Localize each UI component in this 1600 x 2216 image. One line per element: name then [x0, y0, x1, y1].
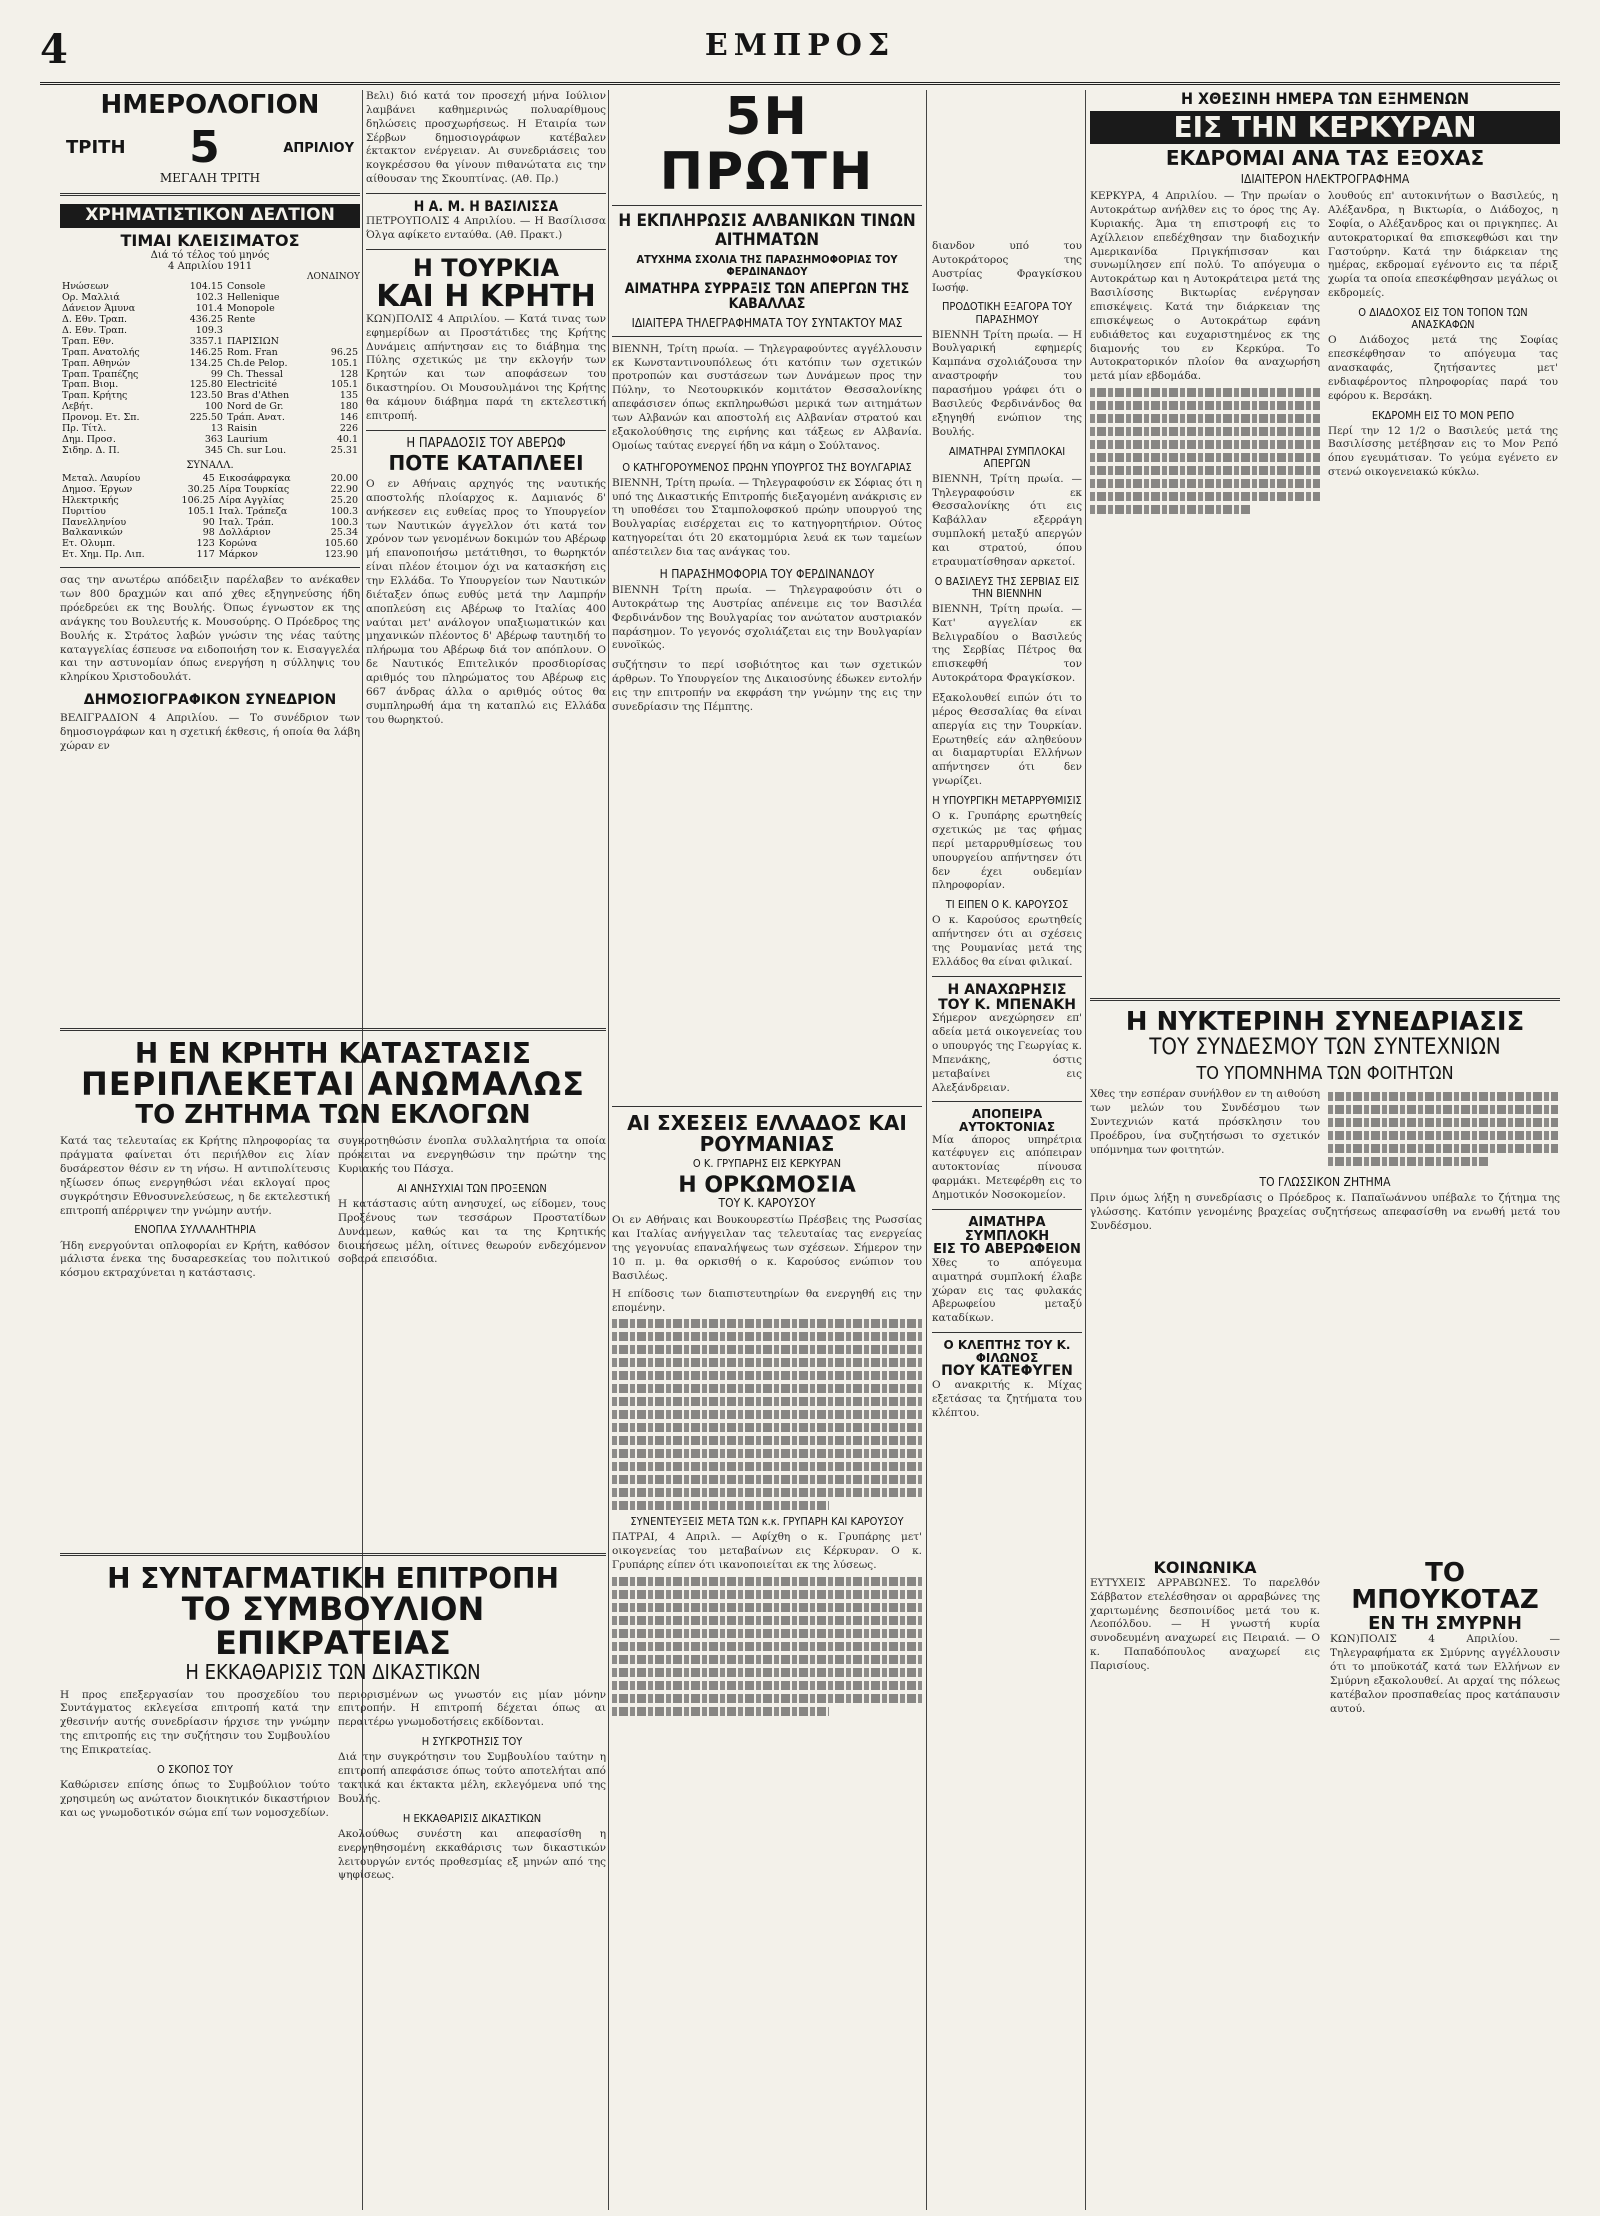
rate-label: Laurium: [226, 434, 268, 446]
rate-value: 13: [210, 423, 223, 435]
aim-heading: Ο ΣΚΟΠΟΣ ΤΟΥ: [157, 1762, 233, 1776]
sub-headline: ΙΔΙΑΙΤΕΡΑ ΤΗΛΕΓΡΑΦΗΜΑΤΑ ΤΟΥ ΣΥΝΤΑΚΤΟΥ ΜΑΣ: [631, 315, 903, 330]
constitution-sub: Η ΕΚΚΑΘΑΡΙΣΙΣ ΤΩΝ ΔΙΚΑΣΤΙΚΩΝ: [185, 1659, 481, 1684]
rate-value: [317, 315, 360, 326]
night-session-sub-2: ΤΟ ΥΠΟΜΝΗΜΑ ΤΩΝ ΦΟΙΤΗΤΩΝ: [1196, 1063, 1454, 1085]
turkey-heading: Η ΤΟΥΡΚΙΑ: [412, 254, 560, 283]
rate-value: 123.90: [324, 549, 358, 561]
column-1: [60, 90, 360, 1020]
rate-label: Μεταλ. Λαυρίου: [62, 472, 141, 484]
rate-label: Δημ. Προσ.: [62, 434, 116, 446]
rate-value: 180: [339, 401, 358, 413]
strikers-body: ΒΙΕΝΝΗ, Τρίτη πρωία. — Τηλεγραφούσιν εκ Θεσσαλονίκης ότι εις Καβάλλαν εξερράγη συμπλοκή μεταξύ απεργών και στρατού, όπου ετραυματίσθησαν αρκετοί.: [932, 472, 1082, 568]
masthead: ΕΜΠΡΟΣ: [704, 28, 896, 63]
rate-value: 225.50: [189, 412, 223, 424]
rate-value: 134.25: [189, 357, 223, 369]
rate-value: 125.80: [189, 379, 223, 391]
closing-prices-date: 4 Απριλίου 1911: [167, 261, 253, 273]
rate-label: Λίρα Αγγλίας: [218, 494, 285, 506]
column-3: [612, 90, 922, 1040]
successor-body: Ο Διάδοχος μετά της Σοφίας επεσκέφθησαν το απόγευμα τας ανασκαφάς, ζητήσαντες μετ' ενδιαφέροντος πληροφορίας παρά του εφόρου κ. Βερσάκη.: [1328, 334, 1558, 402]
constitution-kicker: Η ΣΥΝΤΑΓΜΑΤΙΚΗ ΕΠΙΤΡΟΠΗ: [107, 1562, 559, 1595]
reform-body: Ο κ. Γρυπάρης ερωτηθείς σχετικώς με τας φήμας περί μεταρρυθμίσεως του υπουργείου απήντησεν ότι δεν έχει ουδεμίαν πληροφορίαν.: [932, 810, 1082, 892]
relations-section: [612, 1100, 922, 2120]
ferdinand-body: ΒΙΕΝΝΗ Τρίτη πρωία. — Τηλεγραφούσιν ότι ο Αυτοκράτωρ της Αυστρίας απένειμε εις τον Βασιλέα Φερδινάνδον της Βουλγαρίας τον ανώτατον αυστριακόν παράσημον. Το γεγονός σχολιάζεται εις την Βουλγαρίαν ευνοϊκώς.: [612, 584, 922, 652]
journalist-congress-body: ΒΕΛΙΓΡΑΔΙΟΝ 4 Απριλίου. — Το συνέδριον των δημοσιογράφων και η σχετική έκθεσις, ή οποία θα λάβη χώραν εν: [60, 711, 360, 752]
rate-value: 96.25: [330, 346, 358, 358]
rate-value: 45: [202, 472, 215, 484]
rate-label: Δολλάριον: [218, 527, 271, 539]
article-body: Εξακολουθεί ειπών ότι το μέρος Θεσσαλίας θα είναι απεργία εις την Τουρκίαν. Ερωτηθείς εάν αληθεύουν αι διαμαρτυρίαι Ελλήνων απήντησεν ότι δεν γνωρίζει.: [932, 692, 1082, 788]
article-body: διανδον υπό του Αυτοκράτορος της Αυστρίας Φραγκίσκου Ιωσήφ.: [932, 240, 1082, 294]
rate-value: 98: [202, 527, 215, 539]
rate-value: 25.31: [330, 444, 358, 456]
rate-label: Μάρκον: [218, 549, 258, 561]
corfu-body-extra: [1090, 388, 1320, 514]
rate-label: Τραπ. Ανατολής: [62, 346, 140, 358]
bulletin-heading: ΧΡΗΜΑΤΙΣΤΙΚΟΝ ΔΕΛΤΙΟΝ: [60, 204, 360, 228]
rate-row: [60, 348, 360, 359]
rate-label: Εικοσάφραγκα: [218, 472, 291, 484]
rate-label: Ορ. Μαλλιά: [62, 292, 120, 304]
karousos-said-body: Ο κ. Καρούσος ερωτηθείς απήντησεν ότι αι σχέσεις της Ρουμανίας μετά της Ελλάδος θα είναι φιλικαί.: [932, 914, 1082, 968]
crete-body-2: συγκροτηθώσιν ένοπλα συλλαλητήρια τα οποία πρόκειται να ενεργηθώσιν την πρώτην της Κυριακής του Πάσχα.: [338, 1135, 606, 1175]
crete-armed-body: Ήδη ενεργούνται οπλοφορίαι εν Κρήτη, καθόσον μάλιστα ένεκα της δυσαρεσκείας του πολιτικού κόσμου εκτραχύνεται η κατάστασις.: [60, 1239, 330, 1280]
successor-heading: Ο ΔΙΑΔΟΧΟΣ ΕΙΣ ΤΟΝ ΤΟΠΟΝ ΤΩΝ ΑΝΑΣΚΑΦΩΝ: [1358, 306, 1528, 332]
rate-label: Τραπ. Βιομ.: [62, 379, 119, 391]
rate-label: Πυριτίου: [62, 505, 106, 517]
ferdinand-heading: Η ΠΑΡΑΣΗΜΟΦΟΡΙΑ ΤΟΥ ΦΕΡΔΙΝΑΝΔΟΥ: [659, 566, 875, 581]
rate-label: Monopole: [226, 302, 275, 314]
rate-value: 146.25: [189, 346, 223, 358]
journalist-congress-heading: ΔΗΜΟΣΙΟΓΡΑΦΙΚΟΝ ΣΥΝΕΔΡΙΟΝ: [83, 692, 337, 709]
rate-value: 105.1: [187, 505, 215, 517]
rate-label: Rente: [226, 313, 256, 325]
article-body: ΒΙΕΝΝΗ, Τρίτη πρωία. — Τηλεγραφούντες αγγέλλουσιν εκ Κωνσταντινουπόλεως ότι κατόπιν των σχετικών προτροπών και συστάσεων των Δυνάμεων προς την Πύλην, το Νεοτουρκικόν κομιτάτον Θεσσαλονίκης απεφάσισεν όπως εκπληρωθώσι μερικά των αιτημάτων των Αλβανών και αποστολή εις Αλβανίαν στρατού και εξακολούθησις της ειρήνης και τάξεως εν Αλβανία. Ομοίως ταύτας ενεργεί ήδη να κάμη ο Σούλτανος.: [612, 342, 922, 452]
night-session: [1090, 990, 1560, 1550]
rate-label: Λεβήτ.: [62, 401, 94, 413]
rate-label: Ιταλ. Τράπ.: [218, 516, 274, 528]
rate-value: 105.1: [330, 379, 358, 391]
rate-label: Βαλκανικών: [62, 527, 123, 539]
column-4b: [932, 240, 1082, 2110]
rate-value: 40.1: [336, 434, 358, 446]
judiciary-heading: Η ΕΚΚΑΘΑΡΙΣΙΣ ΔΙΚΑΣΤΙΚΩΝ: [402, 1811, 542, 1825]
rate-value: 102.3: [195, 292, 223, 304]
prison-clash-sub: ΕΙΣ ΤΟ ΑΒΕΡΩΦΕΙΟΝ: [933, 1242, 1081, 1258]
rate-value: 99: [210, 368, 223, 380]
rate-value: 90: [202, 516, 215, 528]
crete-worry-body: Η κατάστασις αύτη ανησυχεί, ως είδομεν, τους Προξένους των τεσσάρων Προστατίδων Δυνάμεων, καθώς και τα της Κρητικής διοικήσεως μέλη, οίτινες θεωρούν ενδεχόμενον σοβαρά επεισόδια.: [338, 1197, 606, 1266]
language-heading: ΤΟ ΓΛΩΣΣΙΚΟΝ ΖΗΤΗΜΑ: [1259, 1175, 1391, 1190]
constitution-section: [60, 1545, 606, 2125]
rate-value: 117: [196, 549, 215, 561]
relations-body: Η επίδοσις των διαπιστευτηρίων θα ενεργηθή εις την επομένην.: [612, 1287, 922, 1314]
crete-sub: ΤΟ ΖΗΤΗΜΑ ΤΩΝ ΕΚΛΟΓΩΝ: [135, 1099, 531, 1130]
calendar-heading: ΗΜΕΡΟΛΟΓΙΟΝ: [100, 90, 320, 120]
rate-row: [60, 507, 360, 518]
rates-table: [60, 282, 360, 457]
calendar-subday: ΜΕΓΑΛΗ ΤΡΙΤΗ: [159, 171, 261, 186]
calendar-month: ΑΠΡΙΛΙΟΥ: [283, 140, 354, 156]
crete-armed-heading: ΕΝΟΠΛΑ ΣΥΛΛΑΛΗΤΗΡΙΑ: [134, 1223, 256, 1237]
london-label: ΛΟΝΔΙΝΟΥ: [306, 272, 360, 283]
corfu-body: ΚΕΡΚΥΡΑ, 4 Απριλίου. — Την πρωίαν ο Αυτοκράτωρ ανήλθεν εις το όρος της Αγ. Κυριακής. Άμα τη επιστροφή εις το Αχίλλειον επεδέχθησαν την διαδοχικήν Αμερικανίδα Πριγκήπισσαν και συνωμίλησεν επί πολύ. Το απόγευμα ο Αυτοκράτωρ και η Αυτοκράτειρα μετά της Βασιλίσσης Βικτωρίας ενέργησαν επισκέψεις. Κατά την διάρκειαν της επισκέψεως ο Αυτοκράτωρ εφάνη ευδιάθετος και ευχαριστημένος εκ της διαμονής του εν Κερκύρα. Το Αυτοκρατορικόν πλοίον θα αναχωρήση μετά μίαν εβδομάδα.: [1090, 190, 1320, 383]
rate-label: Τραπ. Εθν.: [62, 335, 115, 347]
rate-label: Προνομ. Ετ. Σπ.: [62, 412, 140, 424]
rate-label: Δάνειον Άμυνα: [62, 302, 136, 314]
exchange-label: ΣΥΝΑΛΛ.: [186, 459, 234, 471]
rate-label: Ch. sur Lou.: [226, 444, 287, 456]
rate-value: 101.4: [195, 302, 223, 314]
column-2: [366, 90, 606, 1020]
rate-value: [317, 304, 360, 315]
calendar-date-number: 5: [189, 122, 220, 174]
rate-value: [317, 293, 360, 304]
corfu-body-right: λουθούς επ' αυτοκινήτων ο Βασιλεύς, η Αλέξανδρα, η Βικτωρία, ο Διάδοχος, η Σοφία, ο Αλέξανδρος και οι πριγκηπες. Αι αυτοκρατορικαί θα επισκεφθώσι και την Γαστούρην. Κατά την διάρκειαν της ημέρας, εκδρομαί εγένοντο εις τα πέριξ χωρία τα οποία επεσκέφθησαν μεγάλως οι εκδρομείς.: [1328, 190, 1558, 300]
turkey-body: ΚΩΝ)ΠΟΛΙΣ 4 Απριλίου. — Κατά τινας των εφημερίδων αι Προστάτιδες της Κρήτης Δυνάμεις απήντησαν εις το διάβημα της Πύλης σχετικώς με την εκλογήν των Κρητών και των αποφάσεων του δικαστηρίου. Οι Μουσουλμάνοι της Κρήτης θα κάμουν διάβημα παρά τη εκτελεστική επιτροπή.: [366, 312, 606, 422]
crete-body: Κατά τας τελευταίας εκ Κρήτης πληροφορίας τα πράγματα φαίνεται ότι περιήλθον εις λίαν δυσάρεστον θέσιν εν τη νήσω. Η αντιπολίτευσις ηξίωσεν όπως ενεργηθώσι νέαι εκλογαί προς συγκρότησιν Εθνοσυνελεύσεως, η δε εκτελεστική επιτροπή απέρριψεν την γνώμην αυτήν.: [60, 1135, 330, 1217]
rate-value: 345: [204, 444, 223, 456]
queen-body: ΠΕΤΡΟΥΠΟΛΙΣ 4 Απριλίου. — Η Βασίλισσα Όλγα αφίκετο ενταύθα. (Αθ. Πρακτ.): [366, 215, 606, 242]
language-body: Πριν όμως λήξη η συνεδρίασις ο Πρόεδρος κ. Παπαϊωάννου υπέβαλε το ζήτημα της γλώσσης. Κατόπιν γενομένης βραχείας συζητήσεως απεφασίσθη να ενωθή μετά του Συνδέσμου.: [1090, 1192, 1560, 1233]
turkey-heading-2: ΚΑΙ Η ΚΡΗΤΗ: [376, 279, 596, 315]
thief-body: Ο ανακριτής κ. Μίχας εξετάσας τα ζητήματα του κλέπτου.: [932, 1378, 1082, 1419]
rate-value: [317, 282, 360, 293]
rate-label: Κορώνα: [218, 538, 258, 550]
queen-heading: Η Α. Μ. Η ΒΑΣΙΛΙΣΣΑ: [413, 199, 559, 216]
oath-sub: ΤΟΥ Κ. ΚΑΡΟΥΣΟΥ: [718, 1196, 816, 1211]
rate-label: Τράπ. Ανατ.: [226, 412, 285, 424]
night-session-heading: Η ΝΥΚΤΕΡΙΝΗ ΣΥΝΕΔΡΙΑΣΙΣ: [1125, 1007, 1525, 1037]
interviews-heading: ΣΥΝΕΝΤΕΥΞΕΙΣ ΜΕΤΑ ΤΩΝ κ.κ. ΓΡΥΠΑΡΗ ΚΑΙ ΚΑΡΟΥΣΟΥ: [630, 1515, 904, 1529]
judiciary-body: Ακολούθως συνέστη και απεφασίσθη η ενεργηθησομένη εκκαθάρισις των δικαστικών λειτουργών εντός προθεσμίας εξ μηνών από της ψηφίσεως.: [338, 1827, 606, 1882]
article-body: συζήτησιν το περί ισοβιότητος και των σχετικών άρθρων. Το Υπουργείον της Δικαιοσύνης έδωκεν εντολήν εις την επιτροπήν να εκφράση την γνώμην της εις την συνεδρίασιν της Πέμπτης.: [612, 659, 922, 713]
rate-label: Τραπ. Κρήτης: [62, 390, 128, 402]
benaki-body: Σήμερον ανεχώρησεν επ' αδεία μετά οικογενείας του ο υπουργός της Γεωργίας κ. Μπενάκης, όστις μεταβαίνει εις Αλεξάνδρειαν.: [932, 1012, 1082, 1094]
rate-value: 104.15: [189, 281, 223, 293]
rate-value: 109.3: [195, 324, 223, 336]
serbia-heading: Ο ΒΑΣΙΛΕΥΣ ΤΗΣ ΣΕΡΒΙΑΣ ΕΙΣ ΤΗΝ ΒΙΕΝΝΗΝ: [934, 574, 1080, 600]
rate-label: Πανελληνίου: [62, 516, 127, 528]
column-5: [1090, 90, 1560, 910]
serbia-body: ΒΙΕΝΝΗ, Τρίτη πρωία. — Κατ' αγγελίαν εκ Βελιγραδίου ο Βασιλεύς της Σερβίας Πέτρος θα επισκεφθή τον Αυτοκράτορα Φραγκίσκον.: [932, 602, 1082, 685]
averof-kicker: Η ΠΑΡΑΔΟΣΙΣ ΤΟΥ ΑΒΕΡΩΦ: [406, 435, 566, 451]
article-body: Βελι) διό κατά τον προσεχή μήνα Ιούλιον λαμβάνει καθημερινώς πολυαρίθμους δηλώσεις προσχωρήσεως. Η Εταιρία των Σέρβων δημοσιογράφων κατέβαλεν έκτακτον ενέργειαν. Αι συνεδριάσεις του κογκρέσσου θα γίνουν πιθανώτατα εις την αίθουσαν της Σκουπτίνας. (Αθ. Πρ.): [366, 90, 606, 186]
rate-value: 30.25: [187, 483, 215, 495]
corfu-heading: ΕΙΣ ΤΗΝ ΚΕΡΚΥΡΑΝ: [1090, 111, 1560, 144]
rate-label: Πρ. Τίτλ.: [62, 423, 107, 435]
social-section: [1090, 1560, 1320, 2120]
rate-value: [317, 326, 360, 337]
bulgar-body: ΒΙΕΝΝΗ, Τρίτη πρωία. — Τηλεγραφούσιν εκ Σόφιας ότι η υπό της Δικαστικής Επιτροπής διεξαγομένη ανάκρισις εν τη υποθέσει του Σταμπολοφσκού πρώην υπουργού της Βουλγαρίας εισέρχεται εις το κατηγορητήριον. Ούτος κατηγορείται ότι 20 εκατομμύρια λευά εκ των ταμείων απέστειλεν δια τας ανάγκας του.: [612, 476, 922, 558]
rate-value: 128: [339, 368, 358, 380]
oath-body: Οι εν Αθήναις και Βουκουρεστίω Πρέσβεις της Ρωσσίας και Ιταλίας ανήγγειλαν τας τελευταίας τας ενεργείας της γεγονυίας επαναλήψεως των σχέσεων. Σήμερον την 10 π. μ. θα ορκισθή ο κ. Καρούσος ενώπιον του Βασιλέως.: [612, 1214, 922, 1282]
night-session-sub: ΤΟΥ ΣΥΝΔΕΣΜΟΥ ΤΩΝ ΣΥΝΤΕΧΝΙΩΝ: [1149, 1035, 1501, 1061]
rate-label: Ετ. Ολυμπ.: [62, 538, 116, 550]
rate-value: 25.34: [330, 527, 358, 539]
calendar-date: [66, 122, 354, 174]
crete-section: [60, 1020, 606, 1540]
calendar-day: ΤΡΙΤΗ: [66, 136, 126, 158]
rate-label: Δημοσ. Έργων: [62, 483, 133, 495]
interviews-body: ΠΑΤΡΑΙ, 4 Απριλ. — Αφίχθη ο κ. Γρυπάρης μετ' οικογενείας του μεταβαίνων εις Κέρκυραν. Ο κ. Γρυπάρης είπεν ότι ικανοποιείται εκ της λύσεως.: [612, 1531, 922, 1572]
rate-value: 226: [339, 423, 358, 435]
mon-repos-body: Περί την 12 1/2 ο Βασιλεύς μετά της Βασιλίσσης μετέβησαν εις το Μον Ρεπό όπου εγευμάτισαν. Το γεύμα εγένετο εν στενώ οικογενειακώ κύκλω.: [1328, 424, 1558, 479]
rate-label: Λίρα Τουρκίας: [218, 483, 290, 495]
rate-value: 20.00: [330, 472, 358, 484]
rate-label: Ch. Thessal: [226, 368, 283, 380]
rate-label: Ηνώσεων: [62, 281, 109, 293]
rate-label: Bras d'Athen: [226, 390, 290, 402]
rate-label: Ιταλ. Τράπεζα: [218, 505, 288, 517]
rate-label: Σιδηρ. Δ. Π.: [62, 444, 120, 456]
rate-value: 363: [204, 434, 223, 446]
constitution-body-2: περιορισμένων ως γνωστόν εις μίαν μόνην επιτροπήν. Η επιτροπή δέχεται όπως αι περαιτέρω γνωμοδοτήσεις εκδίδονται.: [338, 1688, 606, 1729]
crete-worry-heading: ΑΙ ΑΝΗΣΥΧΙΑΙ ΤΩΝ ΠΡΟΞΕΝΩΝ: [397, 1181, 547, 1195]
page-number: 4: [40, 26, 68, 73]
rate-row: [60, 446, 360, 457]
rate-row: [60, 550, 360, 561]
bulgar-heading: Ο ΚΑΤΗΓΟΡΟΥΜΕΝΟΣ ΠΡΩΗΝ ΥΠΟΥΡΓΟΣ ΤΗΣ ΒΟΥΛΓΑΡΙΑΣ: [622, 460, 912, 474]
rate-value: 100.3: [330, 505, 358, 517]
main-headline: 5Η ΠΡΩΤΗ: [659, 90, 875, 202]
rate-label: Raisin: [226, 423, 258, 435]
rate-value: 146: [339, 412, 358, 424]
rate-row: [60, 496, 360, 507]
rate-value: 135: [339, 390, 358, 402]
constitution-heading: ΤΟ ΣΥΜΒΟΥΛΙΟΝ ΕΠΙΚΡΑΤΕΙΑΣ: [181, 1590, 485, 1662]
reform-heading: Η ΥΠΟΥΡΓΙΚΗ ΜΕΤΑΡΡΥΘΜΙΣΙΣ: [932, 794, 1082, 808]
column-rule: [608, 90, 609, 2210]
rate-row: [60, 359, 360, 370]
rate-value: 106.25: [181, 494, 215, 506]
treason-heading: ΠΡΟΔΟΤΙΚΗ ΕΞΑΓΟΡΑ ΤΟΥ ΠΑΡΑΣΗΜΟΥ: [941, 300, 1073, 326]
rate-label: Ch.de Pelop.: [226, 357, 288, 369]
rate-value: 25.20: [330, 494, 358, 506]
averof-heading: ΠΟΤΕ ΚΑΤΑΠΛΕΕΙ: [388, 450, 584, 475]
rate-label: Ετ. Χημ. Πρ. Λιπ.: [62, 549, 145, 561]
rate-label: Electricité: [226, 379, 278, 391]
rate-value: 123: [196, 538, 215, 550]
rate-label: Δ. Εθν. Τραπ.: [62, 324, 127, 336]
mon-repos-heading: ΕΚΔΡΟΜΗ ΕΙΣ ΤΟ ΜΟΝ ΡΕΠΟ: [1371, 408, 1515, 422]
boycott-heading: ΤΟ ΜΠΟΥΚΟΤΑΖ: [1351, 1560, 1539, 1616]
thief-sub: ΠΟΥ ΚΑΤΕΦΥΓΕΝ: [941, 1363, 1073, 1380]
rate-label: Rom. Fran: [226, 346, 278, 358]
averof-body: Ο εν Αθήναις αρχηγός της ναυτικής αποστολής πλοίαρχος κ. Δαμιανός δ' ανήκεσεν εις ευθείας προς το Υπουργείον των Ναυτικών άγγελλον ότι κατά τον χρόνον των γενομένων δοκιμών του Αβέρωφ μή επανοποιήσω μετάτιθησι, το θωρηκτόν είναι πλέον έτοιμον όχι να κατασκήση εις την Ελλάδα. Το Υπουργείον των Ναυτικών διέταξεν όπως ευθύς μετά την Λαμπρήν αποπλεύση εις Αβέρωφ το Ιταλίας 400 ναύται μετ' ανάλογον υπαξιωματικών και μηχανικών πλέοντος δ' Αβέρωφ ταυτηιδή το πλήρωμα του Αβέρωφ διά τον απόπλουν. Ο δε Ναυτικός Επιτελικόν προσδιορίσας αριθμός του πληρώματος του Αβέρωφ εις 667 άνδρας άλλα ο αριθμός ούτος θα συμπληρωθή άμα τη καταπλώ εις Ελλάδα του θωρηκτού.: [366, 477, 606, 726]
social-heading: ΚΟΙΝΩΝΙΚΑ: [1153, 1560, 1257, 1577]
rate-label: Nord de Gr.: [226, 401, 284, 413]
sub-headline: ΑΙΜΑΤΗΡΑ ΣΥΡΡΑΞΙΣ ΤΩΝ ΑΠΕΡΓΩΝ ΤΗΣ ΚΑΒΑΛΛΑΣ: [624, 280, 910, 313]
constitution-body: Η προς επεξεργασίαν του προσχεδίου του Συντάγματος εκλεγείσα επιτροπή κατά την χθεσινήν αυτής συνεδρίασιν ήρχισε την γνώμην της επιτροπής εις την συζήτησιν του Συμβουλίου της Επικρατείας.: [60, 1688, 330, 1757]
prison-clash-heading: ΑΙΜΑΤΗΡΑ ΣΥΜΠΛΟΚΗ: [964, 1214, 1050, 1244]
rate-value: 123.50: [189, 390, 223, 402]
rate-label: Τραπ. Τραπέζης: [62, 368, 139, 380]
rate-value: 100: [204, 401, 223, 413]
rate-value: 105.60: [324, 538, 358, 550]
rate-value: 105.1: [330, 357, 358, 369]
treason-body: ΒΙΕΝΝΗ Τρίτη πρωία. — Η Βουλγαρική εφημερίς Καμπάνα σχολιάζουσα την αναστροφήν του παρασήμου γράφει ότι ο Βασιλεύς Φερδινάνδος θα εξηγηθή ενώπιον της Βουλής.: [932, 328, 1082, 438]
column-rule: [1085, 90, 1086, 2210]
suicide-body: Μία άπορος υπηρέτρια κατέφυγεν εις απόπειραν αυτοκτονίας πίνουσα φαρμάκι. Μετεφέρθη εις το Δημοτικόν Νοσοκομείον.: [932, 1133, 1082, 1201]
rate-label: Hellenique: [226, 292, 280, 304]
benaki-heading: Η ΑΝΑΧΩΡΗΣΙΣ ΤΟΥ Κ. ΜΠΕΝΑΚΗ: [938, 981, 1076, 1013]
thief-heading: Ο ΚΛΕΠΤΗΣ ΤΟΥ Κ. ΦΙΛΩΝΟΣ: [943, 1338, 1071, 1365]
rate-label: Console: [226, 281, 266, 293]
rate-value: 100.3: [330, 516, 358, 528]
boycott-body: ΚΩΝ)ΠΟΛΙΣ 4 Απριλίου. — Τηλεγραφήματα εκ Σμύρνης αγγέλλουσιν ότι το μποϋκοτάζ κατά των Ελλήνων εν Σμύρνη εξακολουθεί. Αι αρχαί της πόλεως κατέβαλον προσπαθείας προς κατάπαυσιν αυτού.: [1330, 1633, 1560, 1715]
exchange-table: [60, 474, 360, 561]
article-body: σας την ανωτέρω απόδειξιν παρέλαβεν το ανέκαθεν των 800 δραχμών και από χθες εξηγηνεύσης ήδη πρόεδρεύει εκ της Βουλής. Όπως έγνωστον εκ της ανάγκης του Βουλευτής κ. Μουσούρης. Ο Πρόεδρος της Βουλής κ. Στράτος λαβών γνώσιν της νέας ταύτης καταγγελίας έσπευσε να ειδοποιήση τον κ. Εισαγγελέα και την αστυνομίαν όπως ενεργήση η σύλληψις του κληρίκου Χριστοδουλάτ.: [60, 574, 360, 684]
composition-body: Διά την συγκρότησιν του Συμβουλίου ταύτην η επιτροπή απεφάσισε όπως τούτο αποτελήται από τακτικά και έκτακτα μέλη, εκλεγόμενα υπό της Βουλής.: [338, 1751, 606, 1805]
aim-body: Καθώρισεν επίσης όπως το Συμβούλιον τούτο χρησιμεύη ως ανώτατον διοικητικόν δικαστήριον και ως γνωμοδοτικόν σώμα επί των νομοσχεδίων.: [60, 1778, 330, 1819]
closing-prices-heading: ΤΙΜΑΙ ΚΛΕΙΣΙΜΑΤΟΣ: [120, 231, 300, 251]
corfu-special: ΙΔΙΑΙΤΕΡΟΝ ΗΛΕΚΤΡΟΓΡΑΦΗΜΑ: [1240, 171, 1410, 186]
rate-label: Τραπ. Αθηνών: [62, 357, 131, 369]
rate-value: 436.25: [189, 313, 223, 325]
karousos-said-heading: ΤΙ ΕΙΠΕΝ Ο Κ. ΚΑΡΟΥΣΟΣ: [945, 898, 1069, 912]
sub-headline: ΑΤΥΧΗΜΑ ΣΧΟΛΙΑ ΤΗΣ ΠΑΡΑΣΗΜΟΦΟΡΙΑΣ ΤΟΥ ΦΕΡΔΙΝΑΝΔΟΥ: [636, 252, 898, 278]
rate-value: 22.90: [330, 483, 358, 495]
night-session-body: Χθες την εσπέραν συνήλθον εν τη αιθούση των μελών του Συνδέσμου των Συντεχνιών κατά πρόσκλησιν του Προέδρου, ίνα συζητήσωσι το σχετικόν υπόμνημα των φοιτητών.: [1090, 1088, 1320, 1156]
corfu-kicker: Η ΧΘΕΣΙΝΗ ΗΜΕΡΑ ΤΩΝ ΕΞΗΜΕΝΩΝ: [1181, 90, 1469, 108]
sub-headline: Η ΕΚΠΛΗΡΩΣΙΣ ΑΛΒΑΝΙΚΩΝ ΤΙΝΩΝ ΑΙΤΗΜΑΤΩΝ: [618, 211, 916, 250]
closing-prices-note: Διά τό τέλος τού μηνός: [150, 250, 270, 262]
running-head: [40, 18, 1560, 85]
boycott-sub: ΕΝ ΤΗ ΣΜΥΡΝΗ: [1368, 1612, 1522, 1634]
column-rule: [926, 90, 927, 2210]
prison-clash-body: Χθες το απόγευμα αιματηρά συμπλοκή έλαβε χώραν εις τας φυλακάς Αβερωφείου μεταξύ καταδίκων.: [932, 1256, 1082, 1325]
suicide-heading: ΑΠΟΠΕΙΡΑ ΑΥΤΟΚΤΟΝΙΑΣ: [958, 1107, 1056, 1134]
relations-sub: Ο Κ. ΓΡΥΠΑΡΗΣ ΕΙΣ ΚΕΡΚΥΡΑΝ: [692, 1157, 842, 1170]
oath-heading: Η ΟΡΚΩΜΟΣΙΑ: [678, 1173, 856, 1199]
rate-label: Δ. Εθν. Τραπ.: [62, 313, 127, 325]
relations-heading: ΑΙ ΣΧΕΣΕΙΣ ΕΛΛΑΔΟΣ ΚΑΙ ΡΟΥΜΑΝΙΑΣ: [627, 1111, 907, 1156]
composition-heading: Η ΣΥΓΚΡΟΤΗΣΙΣ ΤΟΥ: [421, 1735, 523, 1749]
crete-heading: ΠΕΡΙΠΛΕΚΕΤΑΙ ΑΝΩΜΑΛΩΣ: [81, 1065, 585, 1104]
social-body: ΕΥΤΥΧΕΙΣ ΑΡΡΑΒΩΝΕΣ. Το παρελθόν Σάββατον ετελέσθησαν οι αρραβώνες της χαριτωμένης δεσποινίδος μετά του κ. Λεοπόλδου. — Η γνωστή κυρία συνοδευμένη αναχωρεί εις Πειραιά. — Ο κ. Παπαδόπουλος αναχωρεί εις Παρισίους.: [1090, 1576, 1320, 1672]
rate-value: 3357.1: [189, 335, 223, 347]
rate-label: ΠΑΡΙΣΙΩΝ: [226, 335, 279, 347]
crete-kicker: Η ΕΝ ΚΡΗΤΗ ΚΑΤΑΣΤΑΣΙΣ: [134, 1037, 532, 1070]
corfu-sub: ΕΚΔΡΟΜΑΙ ΑΝΑ ΤΑΣ ΕΞΟΧΑΣ: [1165, 145, 1485, 170]
boycott-section: [1330, 1560, 1560, 2120]
strikers-heading: ΑΙΜΑΤΗΡΑΙ ΣΥΜΠΛΟΚΑΙ ΑΠΕΡΓΩΝ: [948, 444, 1066, 470]
rate-label: Ηλεκτρικής: [62, 494, 119, 506]
